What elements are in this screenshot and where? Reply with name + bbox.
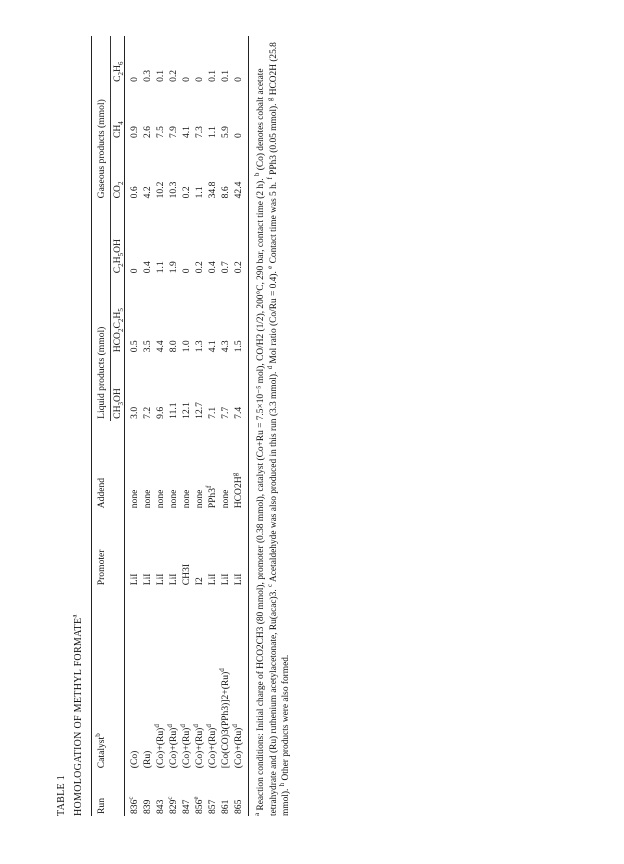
cell-co2: 10.2 <box>155 181 166 199</box>
cell-c2h5oh: 1.9 <box>168 261 179 274</box>
cell-co2: 42.4 <box>232 140 249 200</box>
cell-co2: 0.6 <box>129 186 140 199</box>
rotated-table-block <box>55 36 351 816</box>
cell-c2h6: 0.1 <box>220 69 231 82</box>
cell-catalyst: (Ru) <box>142 750 153 769</box>
cell-run: 861 <box>220 799 231 814</box>
cell-catalyst: $(Co)+(Ru)^d$ <box>191 724 205 769</box>
cell-addend: none <box>220 489 231 509</box>
cell-ch4: 5.9 <box>220 126 231 139</box>
cell-catalyst: $[Co(CO)3(PPh3)]2+(Ru)^d$ <box>217 668 231 769</box>
table-title <box>72 36 85 816</box>
cell-c2h5oh: 0.4 <box>142 261 153 274</box>
cell-ch4: 0 <box>232 84 249 140</box>
table-row <box>180 36 193 816</box>
table-title-note: a <box>70 614 79 618</box>
cell-hco2c2h5: 1.5 <box>232 275 249 354</box>
cell-c2h6: 0.1 <box>207 69 218 82</box>
table-label: TABLE 1 <box>56 774 67 816</box>
cell-hco2c2h5: 8.0 <box>168 340 179 353</box>
footnote-g: HCO2H (25.8 mmol). <box>268 42 291 816</box>
cell-hco2c2h5: 1.0 <box>181 340 192 353</box>
cell-co2: 8.6 <box>220 186 231 199</box>
cell-ch4: 0.9 <box>129 126 140 139</box>
cell-run: 836$^c$ <box>126 796 140 814</box>
cell-hco2c2h5: 4.1 <box>207 340 218 353</box>
footnotes <box>252 36 293 816</box>
cell-c2h6: 0 <box>232 36 249 84</box>
cell-c2h6: 0.1 <box>155 69 166 82</box>
table-row <box>167 36 180 816</box>
cell-ch4: 7.5 <box>155 126 166 139</box>
cell-catalyst: $(Co)+(Ru)^d$ <box>204 724 218 769</box>
cell-addend: none <box>155 489 166 509</box>
cell-catalyst: $(Co)+(Ru)^d$ <box>152 724 166 769</box>
cell-ch3oh: 11.1 <box>168 402 179 419</box>
cell-addend: none <box>129 489 140 509</box>
cell-c2h6: 0.3 <box>142 69 153 82</box>
cell-ch3oh: 7.2 <box>142 406 153 419</box>
cell-c2h5oh: 0.4 <box>207 261 218 274</box>
table-row <box>125 36 142 816</box>
cell-promoter: LiI <box>220 573 231 586</box>
col-catalyst-text: Catalyst <box>96 736 108 769</box>
col-c2h5oh: $C_2H_5OH$ <box>111 200 125 275</box>
cell-addend: none <box>142 489 153 509</box>
cell-co2: 4.2 <box>142 186 153 199</box>
cell-hco2c2h5: 4.4 <box>155 340 166 353</box>
cell-run: 847 <box>181 799 192 814</box>
cell-promoter: LiI <box>168 573 179 586</box>
col-run: Run <box>92 770 111 816</box>
results-table <box>91 36 249 816</box>
cell-ch3oh: 7.1 <box>207 406 218 419</box>
cell-co2: 1.1 <box>194 186 205 199</box>
cell-c2h6: 0.2 <box>168 69 179 82</box>
footnote-b: (Co) denotes cobalt acetate tetrahydrate and (Ru) ruthenium acetylacetonate, Ru(acac)3. <box>256 68 279 816</box>
cell-addend: none <box>168 489 179 509</box>
cell-catalyst: $(Co)+(Ru)^d$ <box>178 724 192 769</box>
cell-catalyst: $(Co)+(Ru)^d$ <box>232 587 249 770</box>
footnote-a: Reaction conditions: Initial charge of HCO2CH3 (80 mmol), promoter (0.38 mmol), catalyst (Co+Ru = 7.5×10⁻⁵ mol), CO/H2 (1/2), 200°C, 290 bar, contact time (2 h). <box>256 178 266 811</box>
cell-ch3oh: 9.6 <box>155 406 166 419</box>
table-body <box>125 36 249 816</box>
col-liquid-group: Liquid products (mmol) <box>92 200 111 420</box>
cell-promoter: CH3I <box>181 563 192 586</box>
cell-catalyst: (Co) <box>129 750 140 769</box>
cell-ch3oh: 12.7 <box>194 402 205 419</box>
cell-co2: 10.3 <box>168 181 179 199</box>
cell-hco2c2h5: 4.3 <box>220 340 231 353</box>
table-row <box>193 36 206 816</box>
cell-c2h5oh: 0 <box>181 268 192 274</box>
cell-hco2c2h5: 1.3 <box>194 340 205 353</box>
cell-hco2c2h5: 3.5 <box>142 340 153 353</box>
cell-co2: 34.8 <box>207 181 218 199</box>
cell-promoter: LiI <box>155 573 166 586</box>
table-row <box>232 36 249 816</box>
col-catalyst <box>92 587 111 770</box>
table-title-text: HOMOLOGATION OF METHYL FORMATE <box>73 617 84 816</box>
col-promoter: Promoter <box>92 510 111 587</box>
cell-run: 839 <box>142 799 153 814</box>
cell-ch4: 4.1 <box>181 126 192 139</box>
footnote-line: $^a$ Reaction conditions: Initial charge of HCO2CH3 (80 mmol), promoter (0.38 mmol), catalyst (Co+Ru = 7.5×10⁻⁵ mol), CO/H2 (1/2), 200°C, 290 bar, contact time (2 h). $^b$ (Co) denotes cobalt acetate tetrahydrate and (Ru) ruthenium acetylacetonate, Ru(acac)3. $^c$ Acetaldehyde was also produced in this run (3.3 mmol). $^d$ Mol ratio (Co/Ru = 0.4). $^e$ Contact time was 5 h. $^f$ PPh3 (0.05 mmol). $^g$ HCO2H (25.8 mmol). $^h$ Other products were also formed. <box>252 42 291 816</box>
table-row <box>206 36 219 816</box>
col-c2h6: $C_2H_6$ <box>111 36 125 84</box>
cell-run: 829$^c$ <box>165 796 179 814</box>
cell-run: 857 <box>207 799 218 814</box>
cell-ch4: 7.3 <box>194 126 205 139</box>
footnote-e: Contact time was 5 h. <box>268 181 279 264</box>
cell-addend: none <box>181 489 192 509</box>
col-ch4: $CH_4$ <box>111 84 125 140</box>
table-caption <box>55 36 85 816</box>
table-row <box>154 36 167 816</box>
cell-addend: $HCO2H^g$ <box>232 421 249 510</box>
cell-ch3oh: 7.4 <box>232 354 249 421</box>
cell-ch4: 1.1 <box>207 126 218 139</box>
cell-c2h6: 0 <box>194 77 205 82</box>
cell-promoter: I2 <box>194 577 205 586</box>
col-hco2c2h5: $HCO_2C_2H_5$ <box>111 275 125 354</box>
footnote-d: Mol ratio (Co/Ru = 0.4). <box>268 271 279 364</box>
cell-ch3oh: 3.0 <box>129 406 140 419</box>
col-co2: $CO_2$ <box>111 140 125 200</box>
cell-c2h5oh: 0 <box>129 268 140 274</box>
col-gaseous-group: Gaseous products (mmol) <box>92 36 111 200</box>
cell-promoter: LiI <box>129 573 140 586</box>
cell-catalyst: $(Co)+(Ru)^d$ <box>165 724 179 769</box>
cell-co2: 0.2 <box>181 186 192 199</box>
cell-run: 843 <box>155 799 166 814</box>
cell-c2h5oh: 0.7 <box>220 261 231 274</box>
cell-c2h5oh: 0.2 <box>194 261 205 274</box>
cell-run: 856e <box>191 796 205 814</box>
footnote-c: Acetaldehyde was also produced in this run (3.3 mmol). <box>268 371 279 582</box>
cell-promoter: LiI <box>232 510 249 587</box>
table-row <box>219 36 232 816</box>
cell-ch3oh: 7.7 <box>220 406 231 419</box>
cell-promoter: LiI <box>207 573 218 586</box>
cell-addend: none <box>194 489 205 509</box>
cell-c2h6: 0 <box>181 77 192 82</box>
col-addend: Addend <box>92 421 111 510</box>
cell-promoter: LiI <box>142 573 153 586</box>
footnote-f: PPh3 (0.05 mmol). <box>268 103 279 175</box>
cell-c2h5oh: 1.1 <box>155 261 166 274</box>
cell-run: 865 <box>232 770 249 816</box>
cell-c2h6: 0 <box>129 77 140 82</box>
cell-c2h5oh: 0.2 <box>232 200 249 275</box>
footnote-h: Other products were also formed. <box>281 654 291 781</box>
col-ch3oh: $CH_3OH$ <box>111 354 125 421</box>
cell-ch3oh: 12.1 <box>181 402 192 419</box>
cell-hco2c2h5: 0.5 <box>129 340 140 353</box>
col-catalyst-note: b <box>94 733 103 737</box>
table-row <box>141 36 154 816</box>
cell-ch4: 2.6 <box>142 126 153 139</box>
cell-addend: PPh3$^f$ <box>204 485 218 509</box>
cell-ch4: 7.9 <box>168 126 179 139</box>
